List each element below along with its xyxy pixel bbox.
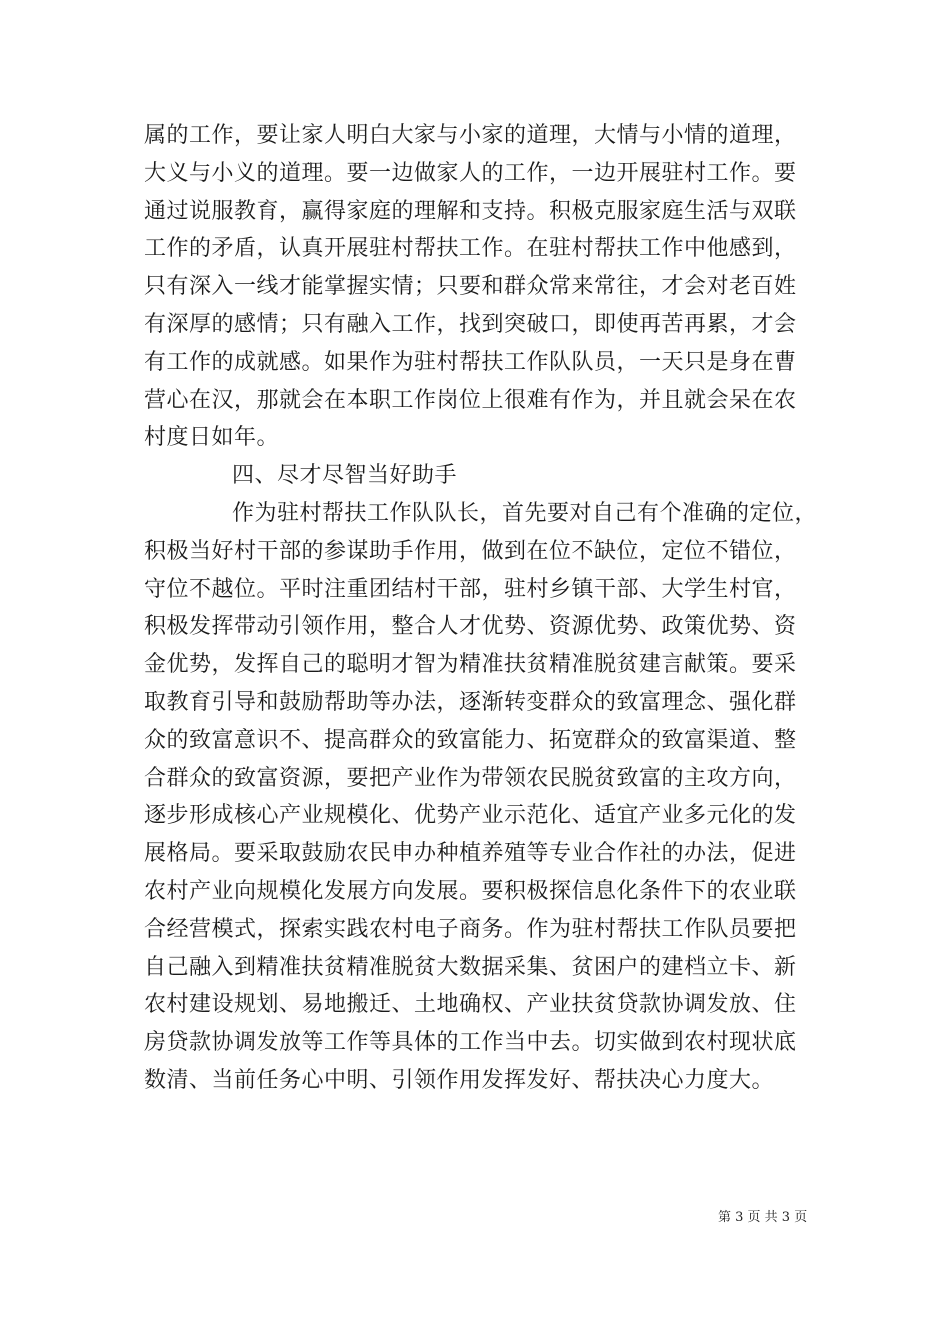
paragraph-line: 属的工作，要让家人明白大家与小家的道理，大情与小情的道理，	[144, 123, 797, 148]
paragraph-line: 房贷款协调发放等工作等具体的工作当中去。切实做到农村现状底	[144, 1030, 797, 1056]
paragraph-line: 只有深入一线才能掌握实情；只要和群众常来常往，才会对老百姓	[144, 274, 797, 300]
paragraph-line: 村度日如年。	[144, 425, 280, 451]
paragraph-line: 有深厚的感情；只有融入工作，找到突破口，即使再苦再累，才会	[144, 311, 797, 337]
paragraph-line: 逐步形成核心产业规模化、优势产业示范化、适宜产业多元化的发	[144, 803, 797, 829]
paragraph-line: 工作的矛盾，认真开展驻村帮扶工作。在驻村帮扶工作中他感到，	[144, 236, 797, 262]
paragraph-line: 金优势，发挥自己的聪明才智为精准扶贫精准脱贫建言献策。要采	[144, 652, 797, 678]
paragraph-line: 数清、当前任务心中明、引领作用发挥发好、帮扶决心力度大。	[144, 1067, 775, 1093]
paragraph-line: 众的致富意识不、提高群众的致富能力、拓宽群众的致富渠道、整	[144, 727, 797, 753]
paragraph-line: 合群众的致富资源，要把产业作为带领农民脱贫致富的主攻方向，	[144, 765, 797, 791]
paragraph-family-work	[144, 117, 824, 457]
paragraph-line: 有工作的成就感。如果作为驻村帮扶工作队队员，一天只是身在曹	[144, 349, 797, 375]
paragraph-line: 营心在汉，那就会在本职工作岗位上很难有作为，并且就会呆在农	[144, 387, 797, 413]
page-number-footer: 第 3 页 共 3 页	[718, 1210, 808, 1225]
paragraph-line: 积极发挥带动引领作用，整合人才优势、资源优势、政策优势、资	[144, 614, 797, 640]
section-heading: 四、尽才尽智当好助手	[232, 463, 458, 489]
paragraph-line: 大义与小义的道理。要一边做家人的工作，一边开展驻村工作。要	[144, 160, 797, 186]
paragraph-line: 农村建设规划、易地搬迁、土地确权、产业扶贫贷款协调发放、住	[144, 992, 797, 1018]
document-body	[144, 117, 824, 1100]
paragraph-assistant-role	[144, 495, 824, 1100]
paragraph-line: 自己融入到精准扶贫精准脱贫大数据采集、贫困户的建档立卡、新	[144, 954, 797, 980]
paragraph-line: 农村产业向规模化发展方向发展。要积极探信息化条件下的农业联	[144, 878, 797, 904]
paragraph-line: 通过说服教育，赢得家庭的理解和支持。积极克服家庭生活与双联	[144, 198, 797, 224]
paragraph-line: 展格局。要采取鼓励农民申办种植养殖等专业合作社的办法，促进	[144, 841, 797, 867]
paragraph-line: 取教育引导和鼓励帮助等办法，逐渐转变群众的致富理念、强化群	[144, 689, 797, 715]
paragraph-line: 守位不越位。平时注重团结村干部，驻村乡镇干部、大学生村官，	[144, 576, 797, 602]
paragraph-line: 作为驻村帮扶工作队队长，首先要对自己有个准确的定位，	[232, 500, 818, 526]
paragraph-line: 合经营模式，探索实践农村电子商务。作为驻村帮扶工作队员要把	[144, 916, 797, 942]
paragraph-line: 积极当好村干部的参谋助手作用，做到在位不缺位，定位不错位，	[144, 538, 797, 564]
